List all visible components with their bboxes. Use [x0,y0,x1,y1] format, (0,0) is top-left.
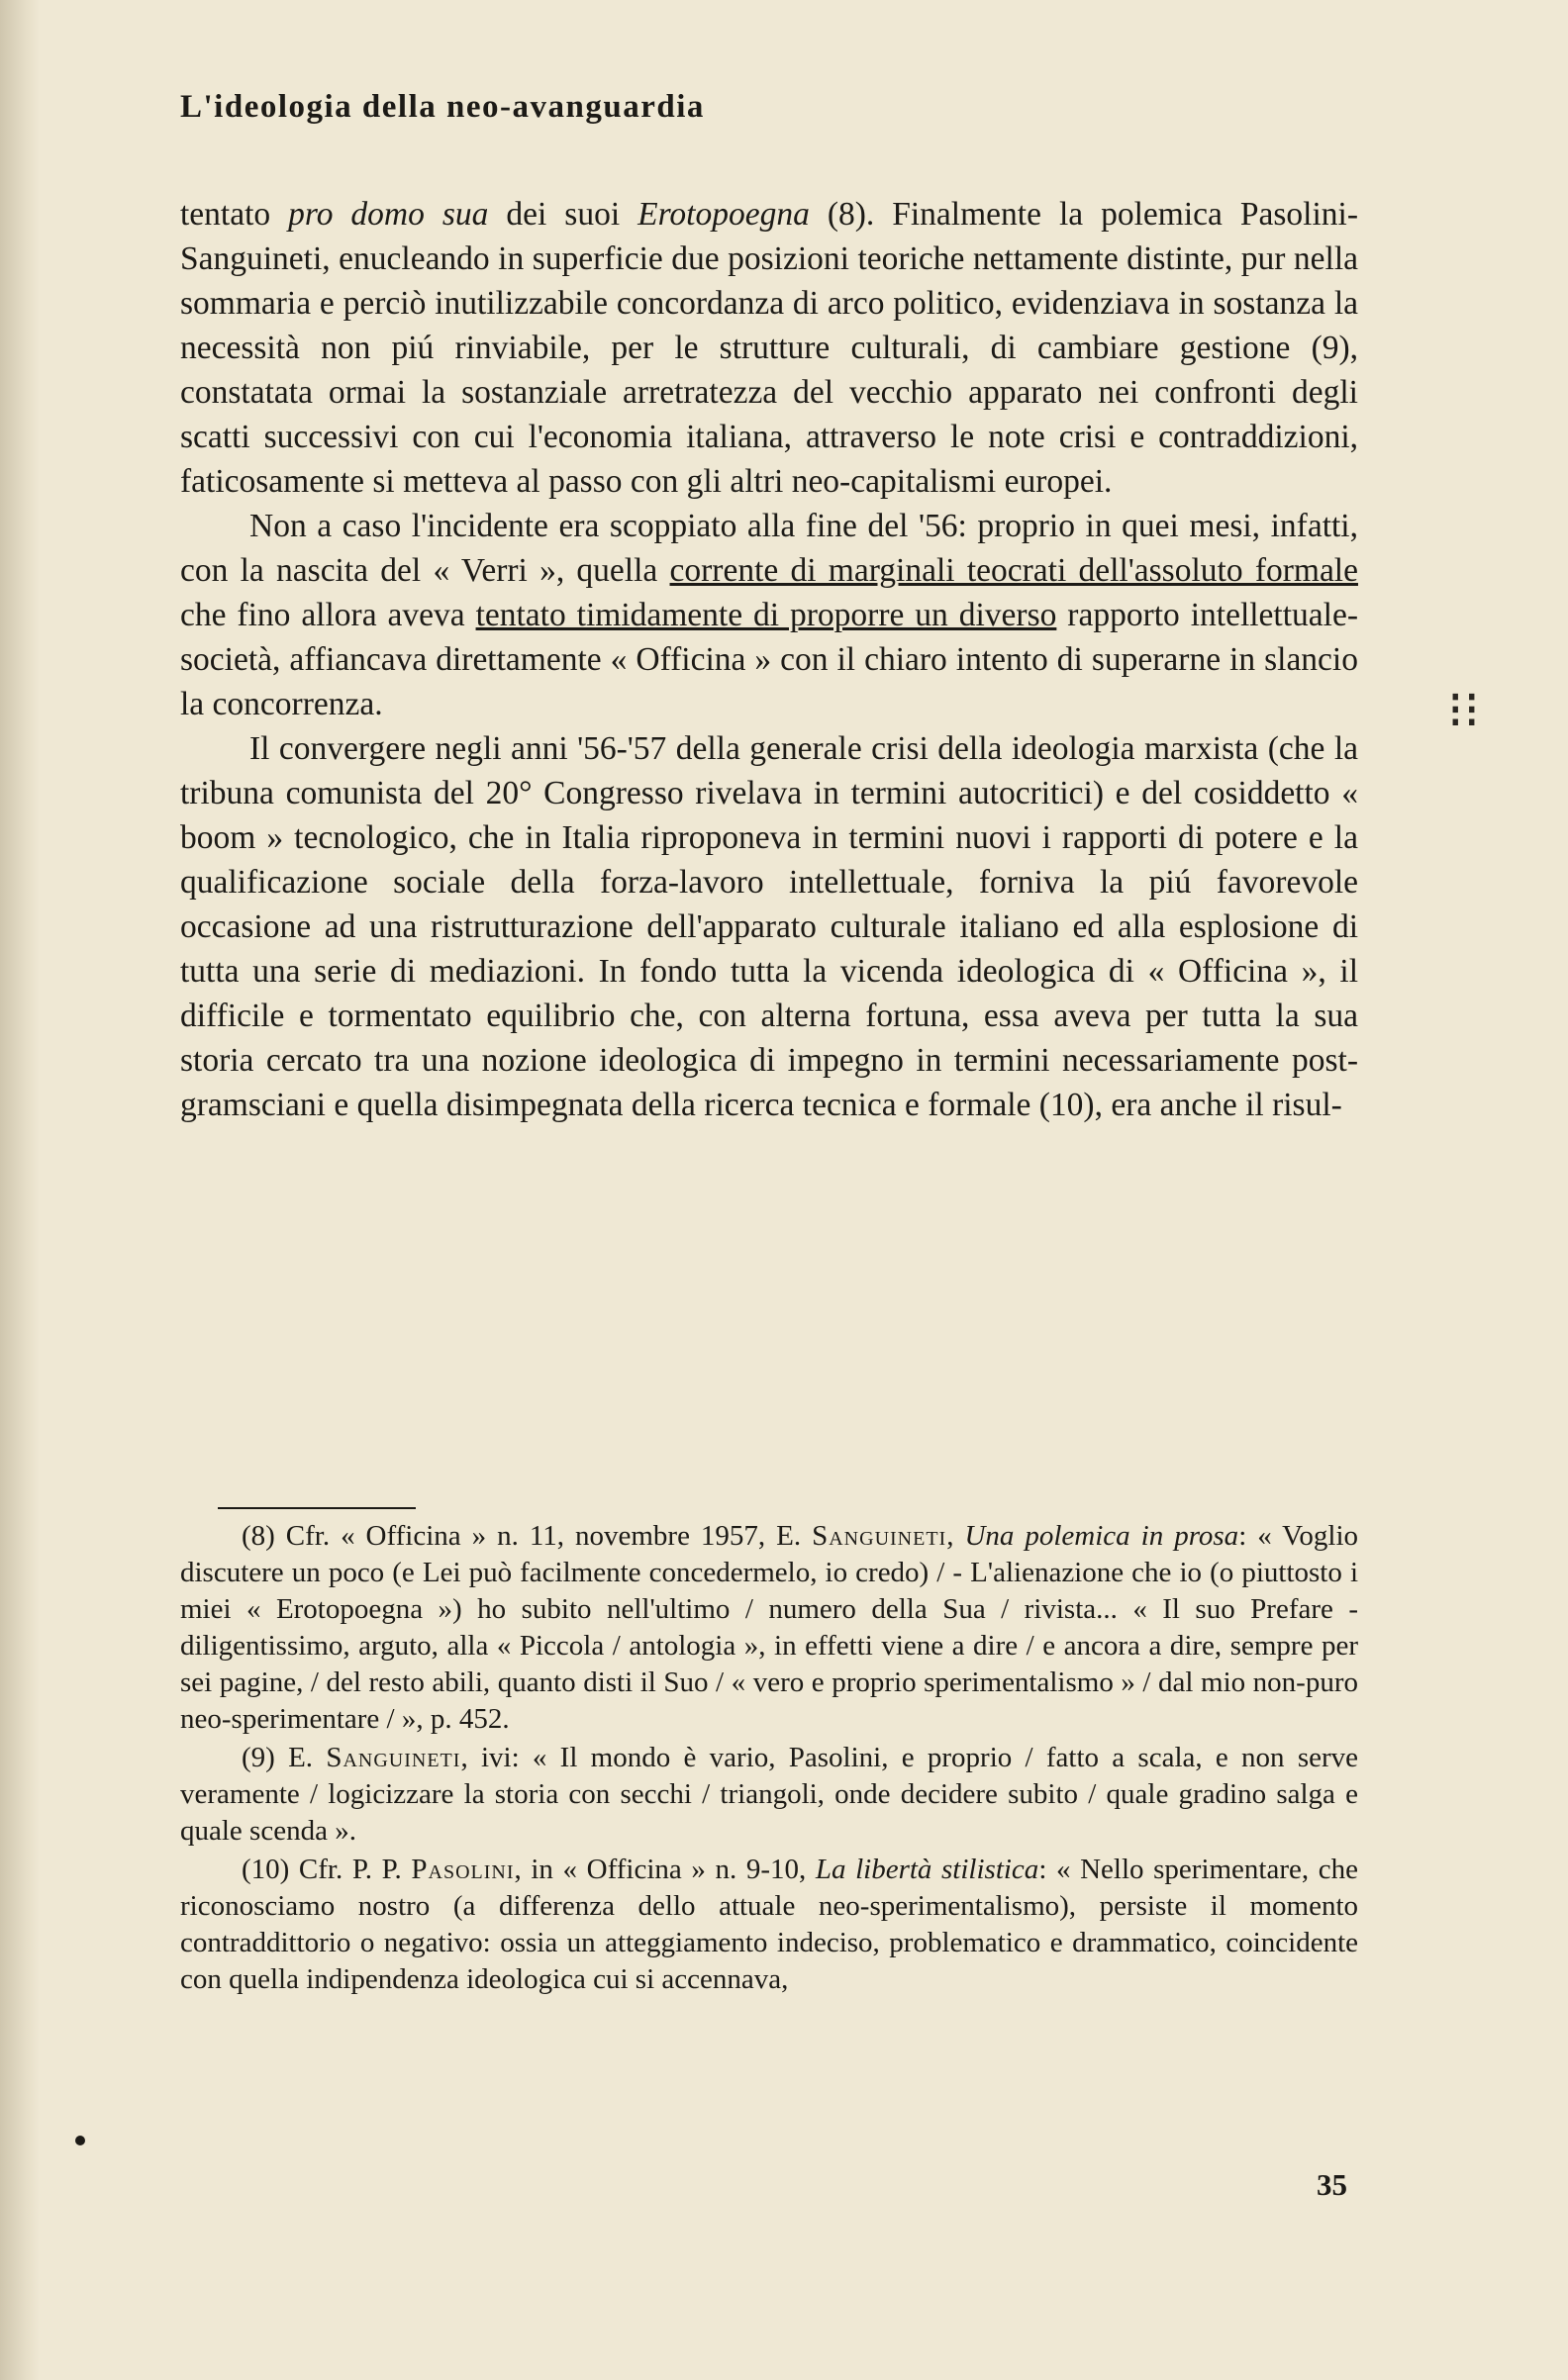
paragraph-3 [180,726,1358,1127]
footnote-segment: Sanguineti [812,1520,947,1552]
paragraph-segment: dei suoi [488,196,638,233]
footnote-10 [180,1852,1358,1998]
page-number: 35 [1317,2167,1347,2202]
footnote-segment: (8) Cfr. « Officina » n. 11, novembre 1957, E. [242,1520,813,1552]
footnote-segment: , in « Officina » n. 9-10, [514,1854,816,1885]
footnote-segment: : « Voglio discutere un poco (e Lei può facilmente concedermelo, io credo) / - L'alienazione che io (o piuttosto i miei « Erotopoegna ») ho subito nell'ultimo / numero della Sua / rivista... « Il suo Prefare - diligentissimo, arguto, alla « Piccola / antologia », in effetti viene a dire / e ancora a dire, sempre per sei pagine, / del resto abili, quanto disti il Suo / « vero e proprio sperimentalismo » / dal mio non-puro neo-sperimentare / », p. 452. [180,1520,1358,1735]
paragraph-segment: che fino allora aveva [180,597,476,633]
footnotes [180,1518,1358,2000]
paragraph-segment: Non a caso l'incidente era scoppiato alla fine del '56: proprio in quei mesi, infatti, con la nascita del « Verri », quella [180,508,1358,589]
page-gutter-shadow [0,0,40,2380]
footnote-8 [180,1518,1358,1738]
footnote-segment: La libertà stilistica [815,1854,1039,1885]
main-text [180,192,1358,1127]
footnote-9 [180,1740,1358,1850]
paragraph-1 [180,192,1358,504]
footnote-segment: (9) E. [242,1742,327,1773]
paragraph-segment: tentato timidamente di proporre un diverso [475,597,1057,633]
footnote-segment: , ivi: « Il mondo è vario, Pasolini, e proprio / fatto a scala, e non serve veramente / logicizzare la storia con secchi / triangoli, onde decidere subito / quale gradino salga e quale scenda ». [180,1742,1358,1847]
paragraph-segment: Erotopoegna [637,196,810,233]
paragraph-segment: (8). Finalmente la polemica Pasolini-Sanguineti, enucleando in superficie due posizioni teoriche nettamente distinte, pur nella sommaria e perciò inutilizzabile concordanza di arco politico, evidenziava in sostanza la necessità non piú rinviabile, per le strutture culturali, di cambiare gestione (9), constatata ormai la sostanziale arretratezza del vecchio apparato nei confronti degli scatti successivi con cui l'economia italiana, attraverso le note crisi e contraddizioni, faticosamente si metteva al passo con gli altri neo-capitalismi europei. [180,196,1358,500]
paragraph-segment: tentato [180,196,289,233]
footnote-segment: Pasolini [411,1854,515,1885]
paragraph-2 [180,504,1358,726]
handwritten-margin-mark: ⁝⁝ [1447,683,1481,739]
footnote-segment: (10) Cfr. P. P. [242,1854,412,1885]
paragraph-segment: rapporto intellettuale-società, affiancava direttamente « Officina » con il chiaro intento di superarne in slancio la concorrenza. [180,597,1358,722]
paragraph-segment: pro domo sua [288,196,489,233]
paragraph-segment: corrente di marginali teocrati dell'assoluto formale [669,552,1358,589]
running-header: L'ideologia della neo-avanguardia [180,89,705,125]
footnote-segment: Una polemica in prosa [964,1520,1239,1552]
footnote-segment: Sanguineti [326,1742,461,1773]
footnote-separator [218,1507,416,1509]
footnote-segment: : « Nello sperimentare, che riconosciamo nostro (a differenza dello attuale neo-sperimentalismo), persiste il momento contraddittorio o negativo: ossia un atteggiamento indeciso, problematico e drammatico, coincidente con quella indipendenza ideologica cui si accennava, [180,1854,1358,1995]
page-blemish [75,2136,85,2145]
paragraph-segment: Il convergere negli anni '56-'57 della generale crisi della ideologia marxista (che la tribuna comunista del 20° Congresso rivelava in termini autocritici) e del cosiddetto « boom » tecnologico, che in Italia riproponeva in termini nuovi i rapporti di potere e la qualificazione sociale della forza-lavoro intellettuale, forniva la piú favorevole occasione ad una ristrutturazione dell'apparato culturale italiano ed alla esplosione di tutta una serie di mediazioni. In fondo tutta la vicenda ideologica di « Officina », il difficile e tormentato equilibrio che, con alterna fortuna, essa aveva per tutta la sua storia cercato tra una nozione ideologica di impegno in termini necessariamente post-gramsciani e quella disimpegnata della ricerca tecnica e formale (10), era anche il risul- [180,730,1358,1123]
footnote-segment: , [946,1520,965,1552]
